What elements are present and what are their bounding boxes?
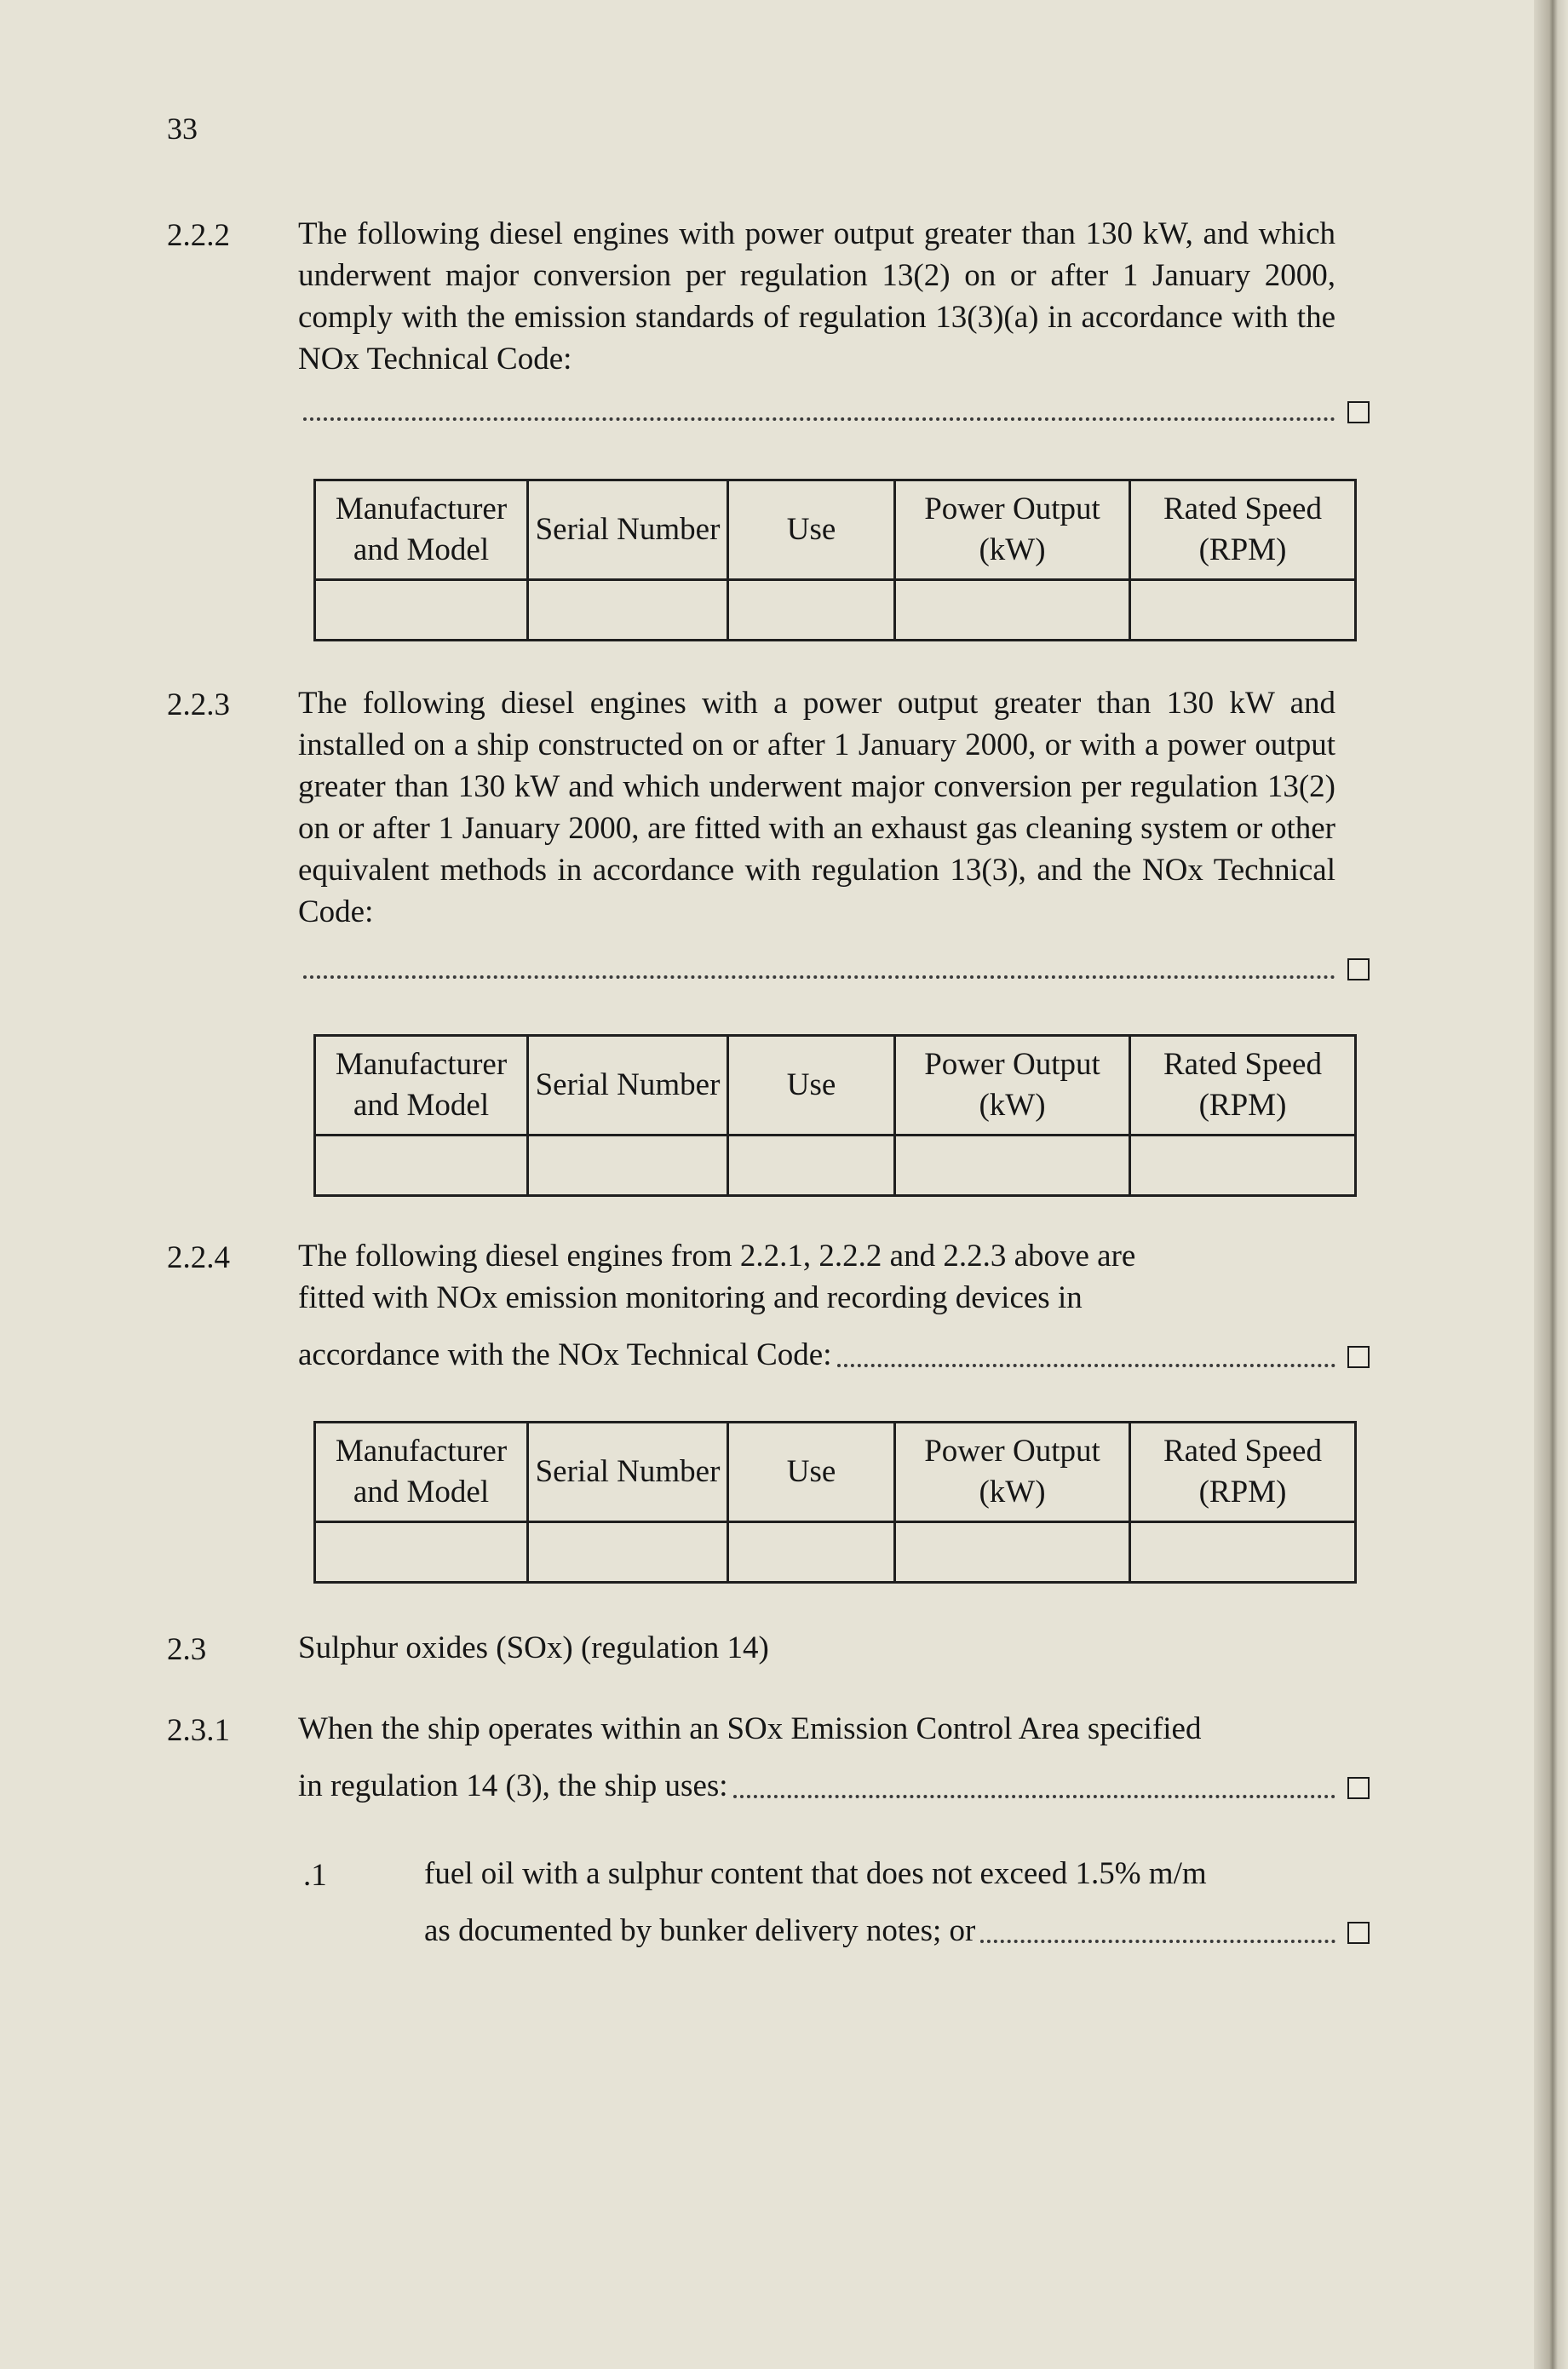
dotted-leader [837, 1362, 1335, 1367]
table-cell[interactable] [528, 1136, 728, 1196]
section-text-2-3-1-line1: When the ship operates within an SOx Emission Control Area specified [298, 1711, 1202, 1746]
column-header: Manufacturer and Model [315, 1423, 528, 1522]
item-text-1-line2 [424, 1910, 1335, 1952]
table-cell[interactable] [1130, 580, 1356, 641]
table-header-row [315, 480, 1356, 580]
checkbox-2-2-3[interactable] [1347, 958, 1370, 980]
engine-table-2-2-2 [313, 479, 1357, 641]
table-cell[interactable] [728, 1522, 895, 1583]
section-text-2-3-1-line2-text: in regulation 14 (3), the ship uses: [298, 1768, 728, 1803]
checkbox-2-2-4[interactable] [1347, 1346, 1370, 1368]
table-cell[interactable] [315, 1522, 528, 1583]
section-title-2-3: Sulphur oxides (SOx) (regulation 14) [298, 1630, 769, 1665]
section-text-2-2-2: The following diesel engines with power output greater than 130 kW, and which underwent major conversion per regulation 13(2) on or after 1 January 2000, comply with the emission standards of regulation 13(3)(a) in accordance with the NOx Technical Code: [298, 216, 1335, 377]
table-cell[interactable] [1130, 1522, 1356, 1583]
table-cell[interactable] [728, 580, 895, 641]
item-text-1-line2-text: as documented by bunker delivery notes; or [424, 1913, 976, 1948]
column-header: Use [728, 1423, 895, 1522]
section-text-2-2-4-line3-text: accordance with the NOx Technical Code: [298, 1337, 832, 1372]
section-number-2-2-2: 2.2.2 [167, 218, 230, 253]
page-number: 33 [167, 112, 198, 146]
column-header: Serial Number [528, 480, 728, 580]
table-row [315, 1136, 1356, 1196]
table-cell[interactable] [528, 1522, 728, 1583]
dotted-leader [303, 414, 1335, 421]
table-cell[interactable] [315, 580, 528, 641]
column-header: Use [728, 1036, 895, 1136]
table-cell[interactable] [895, 1522, 1130, 1583]
dotted-leader [980, 1938, 1335, 1943]
section-text-2-2-4-line1: The following diesel engines from 2.2.1, 2.2.2 and 2.2.3 above are [298, 1239, 1136, 1274]
section-text-2-2-4-line2: fitted with NOx emission monitoring and recording devices in [298, 1280, 1083, 1315]
table-row [315, 580, 1356, 641]
page-edge-shadow [1534, 0, 1568, 2369]
section-text-2-2-3: The following diesel engines with a power output greater than 130 kW and installed on a ship constructed on or after 1 January 2000, or with a power output greater than 130 kW and which underwent major conversion per regulation 13(2) on or after 1 January 2000, are fitted with an exhaust gas cleaning system or other equivalent methods in accordance with regulation 13(3), and the NOx Technical Code: [298, 686, 1335, 929]
section-number-2-2-3: 2.2.3 [167, 687, 230, 722]
column-header: Power Output (kW) [895, 480, 1130, 580]
column-header: Rated Speed (RPM) [1130, 1036, 1356, 1136]
table-cell[interactable] [1130, 1136, 1356, 1196]
column-header: Manufacturer and Model [315, 480, 528, 580]
table-cell[interactable] [728, 1136, 895, 1196]
section-text-2-2-4-line3 [298, 1334, 1335, 1376]
table-cell[interactable] [528, 580, 728, 641]
dotted-leader [733, 1793, 1335, 1798]
section-number-2-3: 2.3 [167, 1632, 207, 1667]
dotted-leader [303, 972, 1335, 979]
column-header: Rated Speed (RPM) [1130, 1423, 1356, 1522]
section-number-2-3-1: 2.3.1 [167, 1713, 230, 1748]
engine-table-2-2-4 [313, 1421, 1357, 1584]
table-cell[interactable] [895, 1136, 1130, 1196]
column-header: Rated Speed (RPM) [1130, 480, 1356, 580]
engine-table-2-2-3 [313, 1034, 1357, 1197]
column-header: Power Output (kW) [895, 1423, 1130, 1522]
item-number-1: .1 [303, 1858, 327, 1893]
section-number-2-2-4: 2.2.4 [167, 1240, 230, 1275]
table-row [315, 1522, 1356, 1583]
column-header: Manufacturer and Model [315, 1036, 528, 1136]
table-cell[interactable] [895, 580, 1130, 641]
checkbox-item-1[interactable] [1347, 1922, 1370, 1944]
table-header-row [315, 1036, 1356, 1136]
column-header: Use [728, 480, 895, 580]
table-header-row [315, 1423, 1356, 1522]
item-text-1-line1: fuel oil with a sulphur content that does not exceed 1.5% m/m [424, 1856, 1207, 1891]
table-cell[interactable] [315, 1136, 528, 1196]
checkbox-2-2-2[interactable] [1347, 401, 1370, 423]
section-text-2-3-1-line2 [298, 1765, 1335, 1807]
column-header: Power Output (kW) [895, 1036, 1130, 1136]
column-header: Serial Number [528, 1423, 728, 1522]
column-header: Serial Number [528, 1036, 728, 1136]
checkbox-2-3-1[interactable] [1347, 1777, 1370, 1799]
